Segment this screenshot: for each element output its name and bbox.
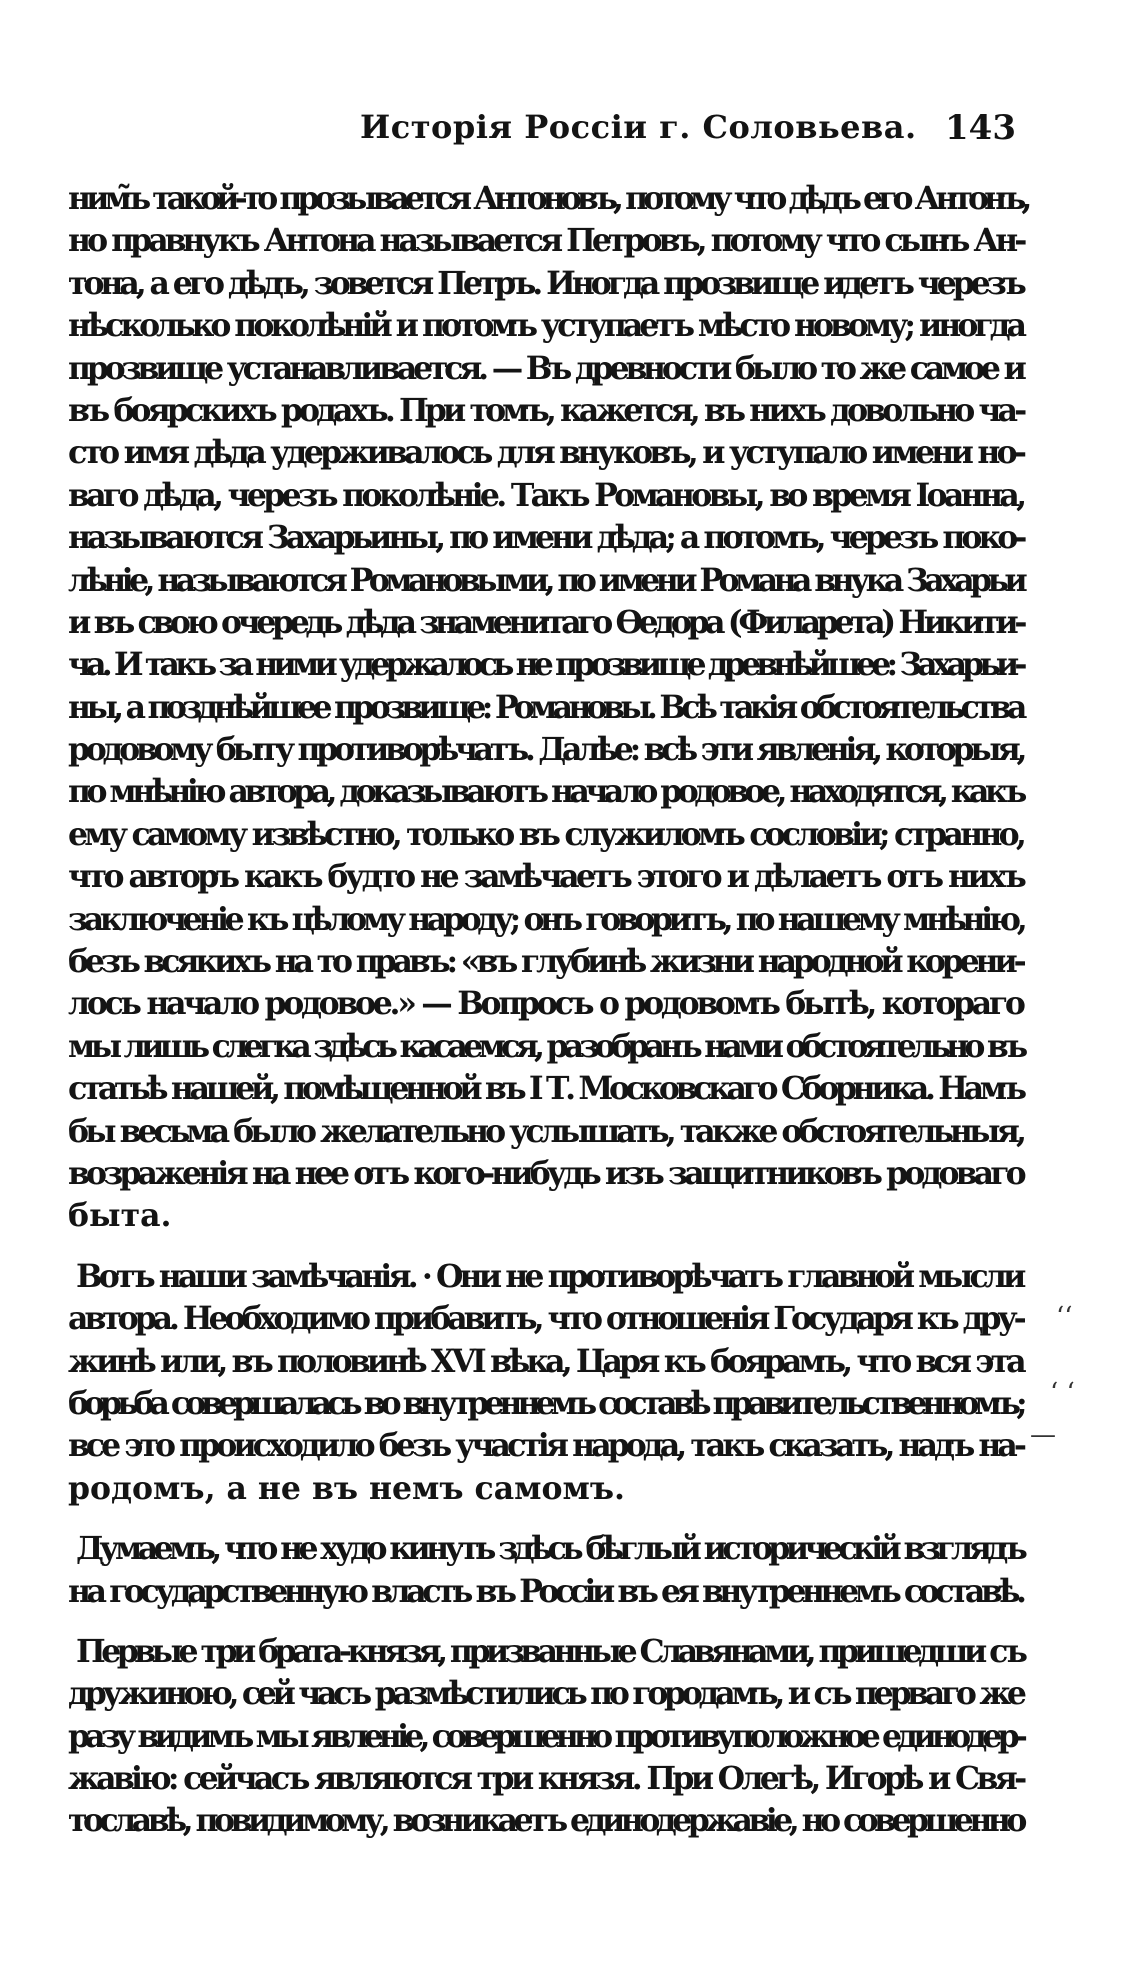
text-line: тославѣ, повидимому, возникаетъ единодержавіе, но совершенно <box>68 1802 1023 1840</box>
text-line: Думаемъ, что не худо кинуть здѣсь бѣглый историческій взглядъ <box>76 1530 1024 1568</box>
book-page <box>68 0 1028 1962</box>
text-line: тона, а его дѣдъ, зовется Петръ. Иногда прозвище идетъ черезъ <box>68 264 1023 302</box>
text-line: лось начало родовое.» — Вопросъ о родовомъ бытѣ, котораго <box>68 985 1023 1023</box>
text-line: быта. <box>68 1197 172 1235</box>
text-line: борьба совершалась во внутреннемъ составѣ правительственномъ; <box>68 1384 1023 1422</box>
text-line: прозвище устанавливается. — Въ древности было то же самое и <box>68 349 1023 387</box>
text-line: лѣніе, называются Романовыми, по имени Романа внука Захарьи <box>68 561 1024 599</box>
text-line: и въ свою очередь дѣда знаменитаго Ѳедора (Филарета) Никити- <box>68 603 1024 641</box>
text-line: дружиною, сей часъ размѣстились по городамъ, и съ перваго же <box>68 1675 1023 1713</box>
text-line: автора. Необходимо прибавить, что отношенія Государя къ дру- <box>68 1300 1023 1338</box>
text-line: Первые три брата-князя, призванные Славянами, пришедши съ <box>76 1632 1024 1670</box>
paragraph-2 <box>68 1256 1028 1510</box>
paragraph-gap <box>68 1613 1028 1631</box>
running-head <box>68 108 1028 158</box>
text-line: ча. И такъ за ними удержалось не прозвище древнѣйшее: Захарьи- <box>68 646 1023 684</box>
paragraph-gap <box>68 1238 1028 1256</box>
paragraph-4 <box>68 1631 1028 1843</box>
text-line: родовому быту противорѣчатъ. Далѣе: всѣ эти явленія, которыя, <box>68 731 1024 769</box>
text-line: бы весьма было желательно услышать, также обстоятельныя, <box>68 1112 1023 1150</box>
margin-mark: ʻʻ <box>1056 1302 1073 1332</box>
text-line: ему самому извѣстно, только въ служиломъ сословіи; странно, <box>68 815 1024 853</box>
page-number: 143 <box>945 108 1016 148</box>
text-line: нѣсколько поколѣній и потомъ уступаетъ мѣсто новому; иногда <box>68 307 1024 345</box>
paragraph-3 <box>68 1528 1028 1613</box>
text-line: разу видимъ мы явленіе, совершенно противуположное единодер- <box>68 1717 1024 1755</box>
text-line: въ боярскихъ родахъ. При томъ, кажется, въ нихъ довольно ча- <box>68 391 1024 429</box>
margin-mark: ‘ ‘ <box>1050 1378 1075 1408</box>
text-line: статьѣ нашей, помѣщенной въ I Т. Московскаго Сборника. Намъ <box>68 1070 1023 1108</box>
text-line: называются Захарьины, по имени дѣда; а потомъ, черезъ поко- <box>68 519 1024 557</box>
text-line: ны, а позднѣйшее прозвище: Романовы. Всѣ такія обстоятельства <box>68 688 1023 726</box>
running-title: Исторія Россіи г. Соловьева. <box>360 108 917 146</box>
text-line: по мнѣнію автора, доказываютъ начало родовое, находятся, какъ <box>68 773 1023 811</box>
text-line: на государственную власть въ Россіи въ ея внутреннемъ составѣ. <box>68 1572 1023 1610</box>
text-line: жинѣ или, въ половинѣ XVI вѣка, Царя къ боярамъ, что вся эта <box>68 1342 1023 1380</box>
text-line: сто имя дѣда удерживалось для внуковъ, и уступало имени но- <box>68 434 1024 472</box>
text-line: Вотъ наши замѣчанія. · Они не противорѣчатъ главной мысли <box>76 1257 1023 1295</box>
text-line: но правнукъ Антона называется Петровъ, потому что сынъ Ан- <box>68 222 1024 260</box>
text-line: что авторъ какъ будто не замѣчаетъ этого и дѣлаетъ отъ нихъ <box>68 858 1024 896</box>
text-line: мы лишь слегка здѣсь касаемся, разобранъ нами обстоятельно въ <box>68 1027 1024 1065</box>
text-line: родомъ, а не въ немъ самомъ. <box>68 1469 626 1507</box>
text-line: заключеніе къ цѣлому народу; онъ говоритъ, по нашему мнѣнію, <box>68 900 1024 938</box>
text-line: ваго дѣда, черезъ поколѣніе. Такъ Романовы, во время Іоанна, <box>68 476 1024 514</box>
text-line: возраженія на нее отъ кого-нибудь изъ защитниковъ родоваго <box>68 1154 1023 1192</box>
paragraph-gap <box>68 1510 1028 1528</box>
text-line: безъ всякихъ на то правъ: «въ глубинѣ жизни народной корени- <box>68 943 1023 981</box>
text-line: все это происходило безъ участія народа, такъ сказать, надъ на- <box>68 1427 1023 1465</box>
paragraph-1 <box>68 178 1028 1238</box>
margin-mark: — <box>1030 1420 1056 1450</box>
body-text <box>68 178 1028 1843</box>
text-line: ним̃ъ такой-то прозывается Антоновъ, потому что дѣдъ его Антонъ, <box>68 180 1028 217</box>
text-line: жавію: сейчасъ являются три князя. При Олегѣ, Игорѣ и Свя- <box>68 1760 1024 1798</box>
